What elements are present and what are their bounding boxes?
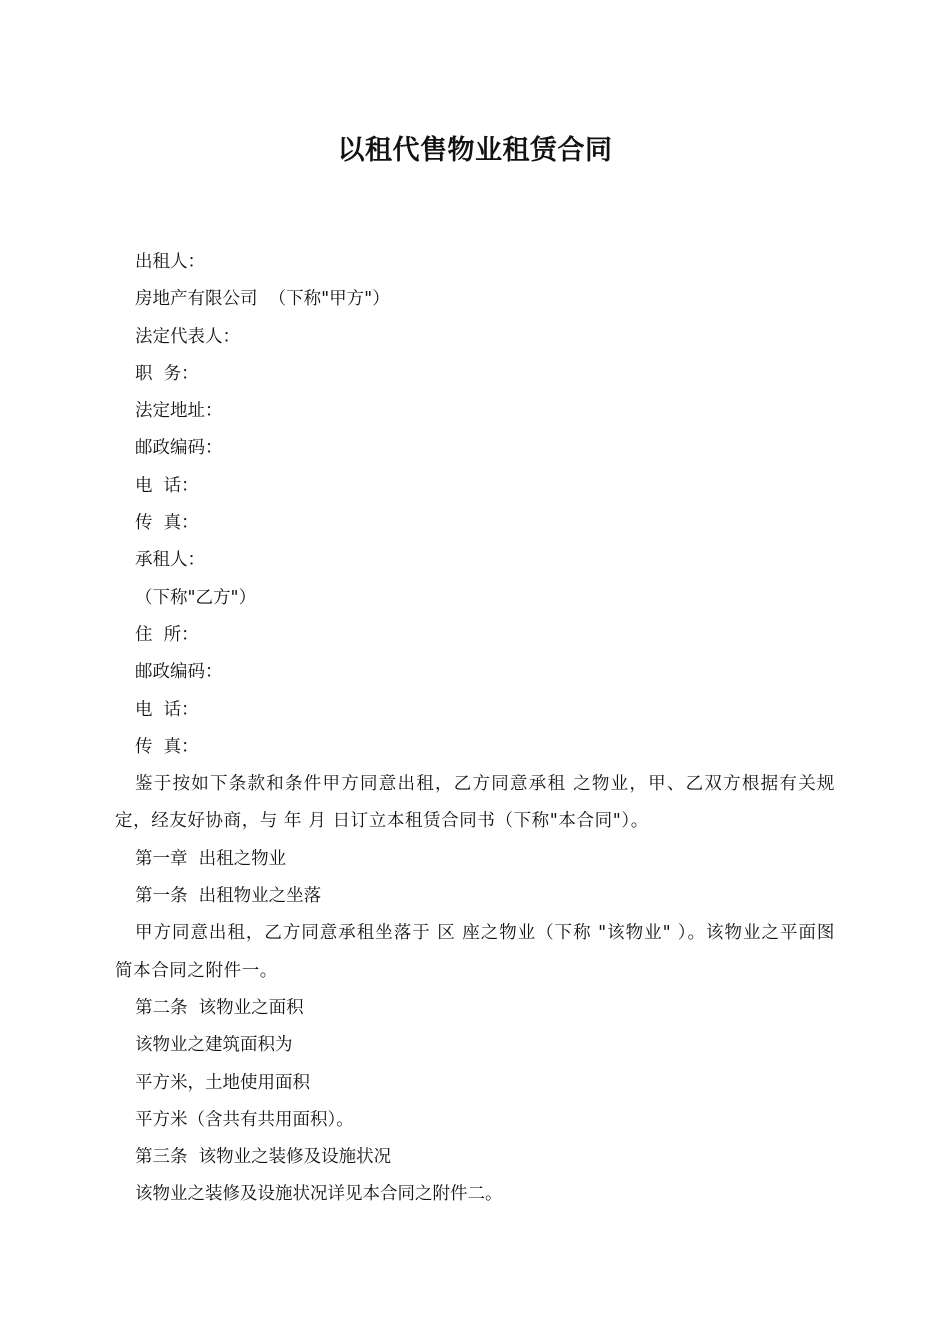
article-1-paragraph: 甲方同意出租，乙方同意承租坐落于 区 座之物业（下称 "该物业" ）。该物业之平面图简本合同之附件一。 <box>115 923 835 981</box>
lessor-postcode-label: 邮政编码： <box>135 438 223 459</box>
shared-area-line: 平方米（含共有共用面积）。 <box>135 1109 354 1130</box>
lessor-phone-label: 电 话： <box>135 475 199 496</box>
lessor-company: 房地产有限公司 （下称"甲方"） <box>135 289 390 310</box>
land-area-line: 平方米，土地使用面积 <box>135 1072 310 1093</box>
position-label: 职 务： <box>135 363 199 384</box>
building-area-line: 该物业之建筑面积为 <box>135 1035 293 1056</box>
lessor-fax-label: 传 真： <box>135 513 199 534</box>
lessee-phone-label: 电 话： <box>135 699 199 720</box>
chapter-1-heading: 第一章 出租之物业 <box>135 848 287 869</box>
residence-label: 住 所： <box>135 624 199 645</box>
preamble-paragraph: 鉴于按如下条款和条件甲方同意出租，乙方同意承租 之物业，甲、乙双方根据有关规定，经友好协商，与 年 月 日订立本租赁合同书（下称"本合同"）。 <box>115 774 835 832</box>
lessee-alias: （下称"乙方"） <box>135 587 257 608</box>
legal-representative-label: 法定代表人： <box>135 326 240 347</box>
lessee-fax-label: 传 真： <box>135 736 199 757</box>
document-body <box>115 244 835 1214</box>
article-1-heading: 第一条 出租物业之坐落 <box>135 886 322 907</box>
lessee-postcode-label: 邮政编码： <box>135 662 223 683</box>
document-title: 以租代售物业租赁合同 <box>337 135 613 166</box>
article-3-paragraph: 该物业之装修及设施状况详见本合同之附件二。 <box>135 1184 503 1205</box>
lessor-label: 出租人： <box>135 252 205 272</box>
lessee-label: 承租人： <box>135 550 205 571</box>
article-3-heading: 第三条 该物业之装修及设施状况 <box>135 1147 392 1168</box>
legal-address-label: 法定地址： <box>135 401 223 422</box>
article-2-heading: 第二条 该物业之面积 <box>135 997 304 1018</box>
